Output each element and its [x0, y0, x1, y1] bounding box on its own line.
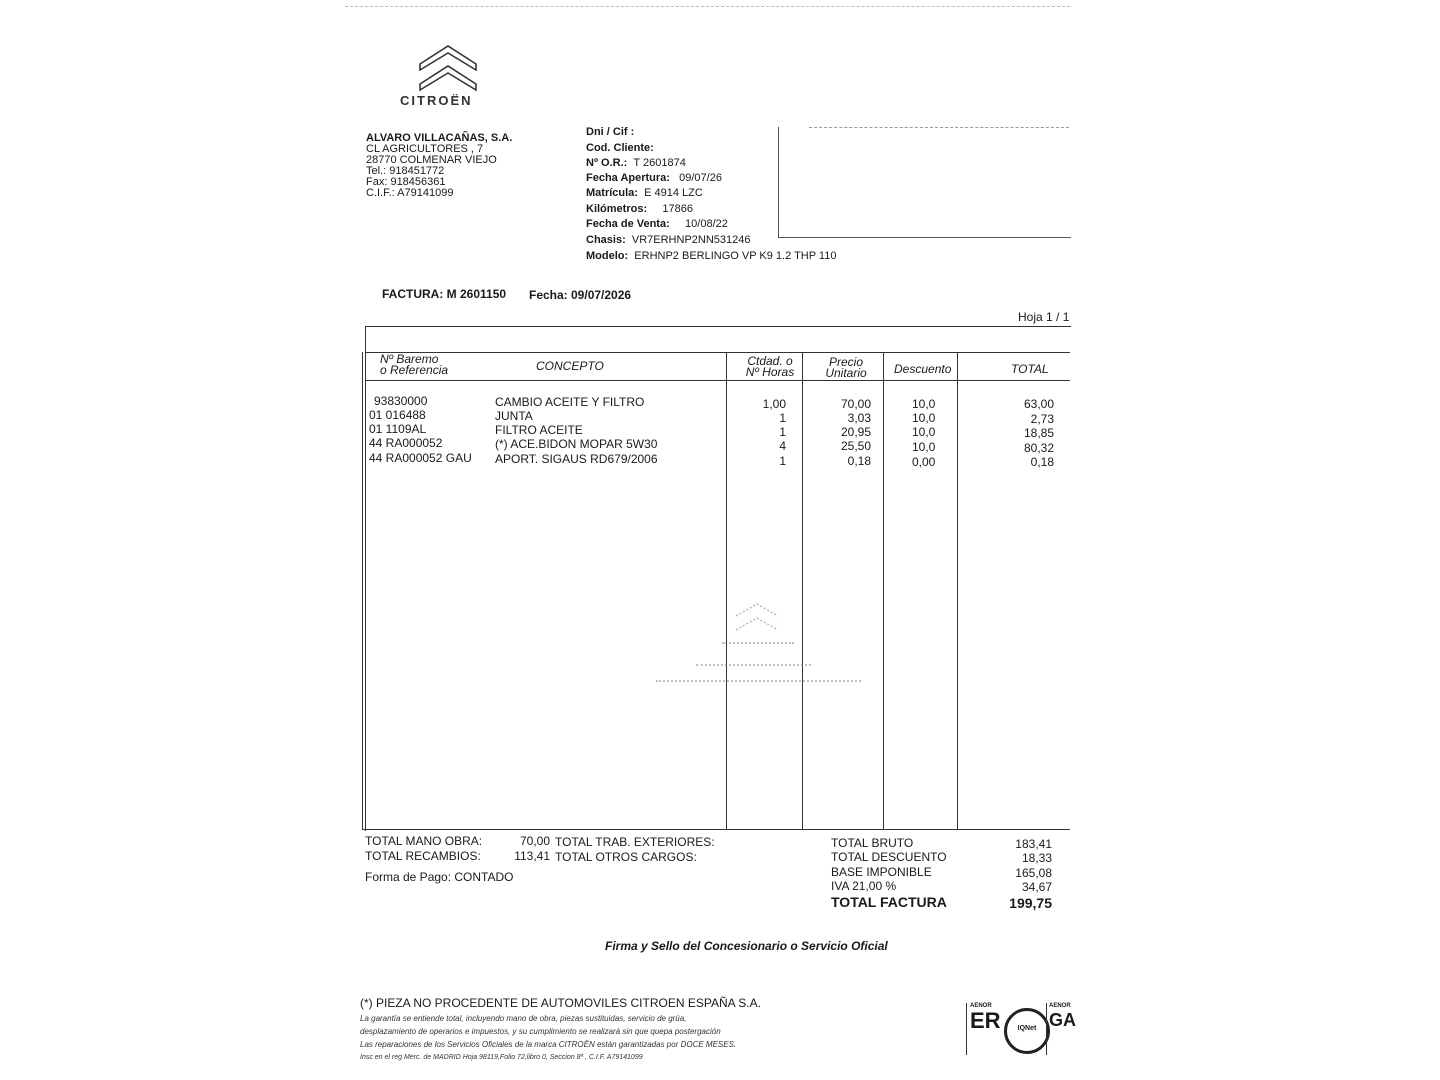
company-city: 28770 COLMENAR VIEJO	[366, 154, 497, 166]
row-total: 80,32	[1023, 441, 1054, 455]
forma-pago: Forma de Pago: CONTADO	[365, 870, 514, 884]
row-precio: 0,18	[847, 454, 871, 468]
pieza-note: (*) PIEZA NO PROCEDENTE DE AUTOMOVILES CITROEN ESPAÑA S.A.	[360, 996, 761, 1010]
col-divider-5	[957, 352, 958, 830]
registro-line: Insc en el reg Merc. de MADRID Hoja 98119,Folio 72,libro 0, Seccion 8ª , C.I.F. A79141099	[360, 1054, 643, 1061]
row-total: 63,00	[1023, 397, 1054, 411]
apertura-value: 09/07/26	[679, 172, 722, 184]
dealer-stamp-chevrons	[732, 598, 782, 638]
top-scan-edge	[345, 6, 1070, 7]
row-ref: 44 RA000052	[369, 436, 443, 450]
header-cantidad	[738, 356, 802, 378]
matricula-label: Matrícula:	[586, 187, 638, 199]
header-ref-line2: o Referencia	[380, 363, 449, 377]
total-factura-value: 199,75	[1009, 895, 1052, 911]
gm-mark: GA	[1049, 1010, 1076, 1030]
recambios-value: 113,41	[514, 849, 550, 863]
iva-label: IVA 21,00 %	[831, 879, 897, 893]
row-total: 0,18	[1030, 455, 1054, 469]
trab-ext-label: TOTAL TRAB. EXTERIORES:	[555, 835, 715, 849]
dni-label: Dni / Cif :	[586, 126, 635, 138]
row-descuento: 10,0	[912, 411, 936, 425]
bruto-label: TOTAL BRUTO	[831, 836, 914, 850]
row-total: 2,73	[1030, 412, 1054, 426]
er-mark: ER	[970, 1008, 1001, 1033]
address-box-top-edge	[809, 127, 1069, 128]
header-ref	[380, 354, 448, 376]
row-concepto: APORT. SIGAUS RD679/2006	[495, 452, 658, 466]
iqnet-seal	[1004, 1008, 1050, 1054]
row-cantidad: 1	[779, 411, 786, 425]
row-ref: 44 RA000052 GAU	[369, 451, 472, 465]
base-imponible-value: 165,08	[1015, 866, 1052, 880]
km-label: Kilómetros:	[586, 203, 648, 215]
client-address-box	[778, 127, 1071, 238]
table-header-bottom-line	[365, 380, 1070, 381]
mano-obra-label: TOTAL MANO OBRA:	[365, 834, 483, 848]
descuento-total-value: 18,33	[1021, 851, 1052, 865]
col-divider-2	[726, 352, 727, 830]
header-concepto: CONCEPTO	[536, 359, 604, 373]
or-value: T 2601874	[633, 157, 686, 169]
cliente-label: Cod. Cliente:	[586, 142, 654, 154]
col-divider-4	[883, 352, 884, 830]
row-precio: 25,50	[840, 439, 871, 453]
row-cantidad: 1	[779, 425, 786, 439]
header-precio-line1: Precio	[828, 355, 863, 369]
aenor-er-title: AENOR	[970, 1003, 992, 1009]
row-precio: 70,00	[840, 397, 871, 411]
invoice-date: Fecha: 09/07/2026	[529, 288, 632, 302]
col-divider-3	[802, 352, 803, 830]
row-total: 18,85	[1023, 426, 1054, 440]
total-factura-label: TOTAL FACTURA	[831, 894, 947, 910]
row-descuento: 10,0	[912, 397, 936, 411]
chasis-label: Chasis:	[586, 234, 626, 246]
garantia-line-1: La garantía se entiende total, incluyendo mano de obra, piezas sustituidas, servicio de grúa,	[360, 1014, 687, 1023]
modelo-label: Modelo:	[586, 250, 629, 262]
chasis-value: VR7ERHNP2NN531246	[631, 234, 751, 246]
row-descuento: 10,0	[912, 440, 936, 454]
col-divider-1	[362, 352, 363, 830]
venta-value: 10/08/22	[685, 218, 728, 230]
otros-cargos-label: TOTAL OTROS CARGOS:	[555, 850, 697, 864]
table-bottom-line	[362, 829, 1070, 830]
row-descuento: 0,00	[912, 455, 936, 469]
company-street: CL AGRICULTORES , 7	[366, 143, 484, 155]
page-indicator: Hoja 1 / 1	[1018, 310, 1070, 324]
brand-name: CITROËN	[400, 93, 473, 108]
citroen-chevrons-logo	[416, 40, 480, 92]
row-descuento: 10,0	[912, 425, 936, 439]
items-table-frame	[365, 326, 1071, 831]
invoice-number: FACTURA: M 2601150	[382, 287, 507, 301]
row-precio: 20,95	[840, 425, 871, 439]
bruto-value: 183,41	[1015, 837, 1052, 851]
header-cantidad-line2: Nº Horas	[745, 365, 795, 379]
iqnet-label: IQNet	[1017, 1025, 1037, 1032]
aenor-gm-certificate	[1046, 1003, 1076, 1055]
aenor-er-certificate	[966, 1003, 999, 1055]
table-header-top-line	[365, 352, 1070, 353]
iva-value: 34,67	[1021, 880, 1052, 894]
recambios-label: TOTAL RECAMBIOS:	[365, 849, 481, 863]
company-block	[366, 133, 512, 199]
row-ref: 01 016488	[369, 408, 426, 422]
row-concepto: (*) ACE.BIDON MOPAR 5W30	[495, 437, 658, 451]
base-imponible-label: BASE IMPONIBLE	[831, 865, 932, 879]
garantia-line-2: desplazamiento de operarios e impuestos, y su cumplimiento se realizará sin que quepa postergación	[360, 1027, 721, 1036]
row-ref: 93830000	[374, 394, 428, 408]
firma-sello-label: Firma y Sello del Concesionario o Servicio Oficial	[605, 939, 888, 953]
matricula-value: E 4914 LZC	[644, 187, 703, 199]
row-ref: 01 1109AL	[369, 422, 427, 436]
apertura-label: Fecha Apertura:	[586, 172, 670, 184]
company-fax: Fax: 918456361	[366, 176, 446, 188]
row-cantidad: 1,00	[762, 397, 786, 411]
header-descuento: Descuento	[894, 362, 952, 376]
row-cantidad: 1	[779, 454, 786, 468]
header-ref-line1: Nº Baremo	[380, 352, 439, 366]
company-name: ALVARO VILLACAÑAS, S.A.	[366, 132, 513, 144]
header-precio	[812, 357, 880, 379]
row-precio: 3,03	[847, 411, 871, 425]
modelo-value: ERHNP2 BERLINGO VP K9 1.2 THP 110	[634, 250, 837, 262]
header-cantidad-line1: Ctdad. o	[747, 354, 793, 368]
venta-label: Fecha de Venta:	[586, 218, 670, 230]
aenor-gm-title: AENOR	[1049, 1003, 1071, 1009]
row-concepto: CAMBIO ACEITE Y FILTRO	[495, 395, 645, 409]
company-cif: C.I.F.: A79141099	[366, 187, 454, 199]
row-concepto: FILTRO ACEITE	[495, 423, 583, 437]
km-value: 17866	[662, 203, 693, 215]
descuento-total-label: TOTAL DESCUENTO	[831, 850, 947, 864]
garantia-line-3: Las reparaciones de los Servicios Oficiales de la marca CITROËN están garantizadas por DOCE MESES.	[360, 1040, 737, 1049]
row-concepto: JUNTA	[495, 409, 533, 423]
dealer-stamp-lines	[656, 640, 861, 695]
or-label: Nº O.R.:	[586, 157, 628, 169]
header-precio-line2: Unitario	[825, 366, 867, 380]
mano-obra-value: 70,00	[519, 834, 550, 848]
header-total: TOTAL	[1011, 362, 1049, 376]
row-cantidad: 4	[779, 439, 786, 453]
company-tel: Tel.: 918451772	[366, 165, 445, 177]
